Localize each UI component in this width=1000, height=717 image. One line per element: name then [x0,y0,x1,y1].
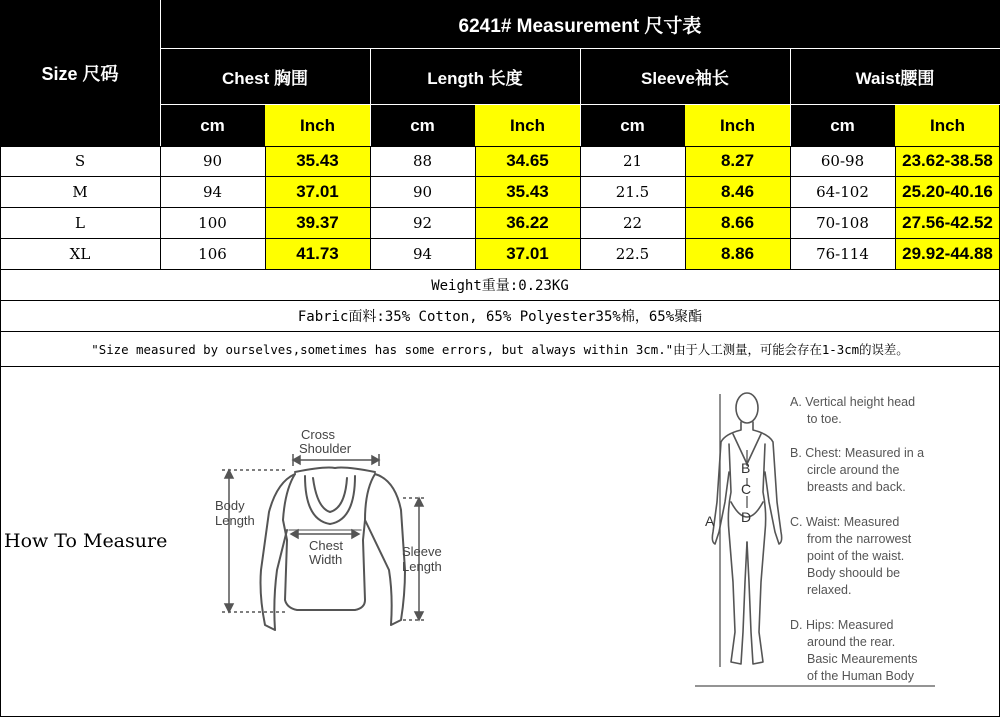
inch-value-cell: 37.01 [265,177,370,208]
grid-line [0,331,1000,332]
grid-line [0,366,1000,367]
cross-shoulder-label-1: Cross [301,427,335,442]
body-note-line: breasts and back. [807,480,906,494]
cm-value-cell: 88 [412,152,433,171]
body-note-line: Basic Meaurements [807,652,918,666]
inch-value-cell: 35.43 [475,177,580,208]
grid-line [0,146,1000,147]
grid-line [0,269,1000,270]
inch-value-cell: 8.66 [685,208,790,239]
cm-value-cell: 70-108 [816,213,869,232]
column-header-3 [790,48,1000,105]
grid-line [0,207,1000,208]
column-header-2 [580,48,790,105]
header-separator [580,48,581,146]
cm-value-cell: 22.5 [615,244,650,263]
unit-cm-header: cm [370,105,475,146]
note-row [0,331,1000,366]
cm-value-cell: 64-102 [816,183,869,202]
weight-row [0,269,1000,300]
header-separator [160,48,1000,49]
cm-value-cell: 21.5 [615,183,650,202]
body-note-line: relaxed. [807,583,852,597]
size-header [0,0,160,146]
unit-inch-header: Inch [895,105,1000,146]
body-note-line: D. Hips: Measured [790,618,894,632]
inch-value-cell: 41.73 [265,238,370,269]
how-to-measure-label: How To Measure [4,530,168,552]
header-separator [160,0,161,146]
grid-line [895,146,896,269]
marker-c: C [741,481,752,497]
grid-line [0,0,1000,1]
body-note-line: circle around the [807,463,900,477]
column-header-0 [160,48,370,105]
grid-line [265,146,266,269]
header-separator [160,104,1000,105]
body-note-line: from the narrowest [807,532,912,546]
inch-value-cell: 39.37 [265,208,370,239]
cm-value-cell: 94 [412,244,433,263]
grid-line [790,146,791,269]
sleeve-length-label-1: Sleeve [402,544,442,559]
unit-cm-header: cm [160,105,265,146]
grid-line [0,300,1000,301]
body-note-line: point of the waist. [807,549,905,563]
grid-line [0,0,1,717]
table-title [160,0,1000,48]
size-header-label: Size 尺码 [41,64,119,84]
cm-value-cell: 21 [622,152,643,171]
chest-width-label-2: Width [309,552,343,567]
fabric-row [0,300,1000,331]
marker-d: D [741,509,752,525]
inch-value-cell: 23.62-38.58 [895,146,1000,177]
unit-cm-header: cm [580,105,685,146]
cm-value-cell: 106 [198,244,227,263]
column-header-label: Chest 胸围 [222,69,308,88]
inch-value-cell: 25.20-40.16 [895,177,1000,208]
unit-inch-header: Inch [475,105,580,146]
body-note-line: Body shoould be [807,566,901,580]
body-length-label-1: Body [215,498,245,513]
grid-line [370,146,371,269]
inch-value-cell: 27.56-42.52 [895,208,1000,239]
inch-value-cell: 34.65 [475,146,580,177]
size-cell: XL [69,244,91,263]
cm-value-cell: 100 [198,213,227,232]
grid-line [0,176,1000,177]
body-note-line: to toe. [807,412,842,426]
unit-inch-header: Inch [685,105,790,146]
column-header-label: Waist腰围 [855,69,935,88]
unit-inch-header: Inch [265,105,370,146]
fabric-text: Fabric面料:35% Cotton, 65% Polyester35%棉，65%聚酯 [297,308,703,325]
chest-width-label-1: Chest [309,538,343,553]
body-note-line: A. Vertical height head [790,395,916,409]
grid-line [160,146,161,269]
inch-value-cell: 36.22 [475,208,580,239]
cm-value-cell: 76-114 [816,244,869,263]
cm-value-cell: 92 [412,213,433,232]
inch-value-cell: 8.27 [685,146,790,177]
unit-cm-header: cm [790,105,895,146]
body-note-line: around the rear. [807,635,896,649]
column-header-label: Sleeve袖长 [641,69,729,88]
column-header-1 [370,48,580,105]
body-note-line: C. Waist: Measured [790,515,900,529]
header-separator [370,48,371,146]
inch-value-cell: 8.86 [685,238,790,269]
grid-line [475,146,476,269]
sleeve-length-label-2: Length [402,559,442,574]
cm-value-cell: 22 [622,213,643,232]
body-length-label-2: Length [215,513,255,528]
grid-line [0,238,1000,239]
grid-line [685,146,686,269]
cm-value-cell: 94 [202,183,223,202]
grid-line [580,146,581,269]
inch-value-cell: 37.01 [475,238,580,269]
body-note-line: B. Chest: Measured in a [790,446,925,460]
body-diagram [695,382,995,692]
body-note-line: of the Human Body [807,669,915,683]
marker-a: A [705,513,715,529]
table-title-text: 6241# Measurement 尺寸表 [458,15,702,37]
inch-value-cell: 35.43 [265,146,370,177]
size-cell: L [75,213,85,232]
marker-b: B [741,460,751,476]
cm-value-cell: 60-98 [820,152,865,171]
header-separator [790,48,791,146]
garment-diagram [205,420,465,645]
weight-text: Weight重量:0.23KG [431,277,569,294]
note-text: "Size measured by ourselves,sometimes has some errors, but always within 3cm."由于人工测量，可能会存在1-3cm的误差。 [91,341,909,357]
cm-value-cell: 90 [202,152,223,171]
column-header-label: Length 长度 [427,69,523,88]
size-cell: S [74,152,86,171]
cross-shoulder-label-2: Shoulder [299,441,352,456]
inch-value-cell: 8.46 [685,177,790,208]
cm-value-cell: 90 [412,183,433,202]
inch-value-cell: 29.92-44.88 [895,238,1000,269]
size-cell: M [72,183,88,202]
